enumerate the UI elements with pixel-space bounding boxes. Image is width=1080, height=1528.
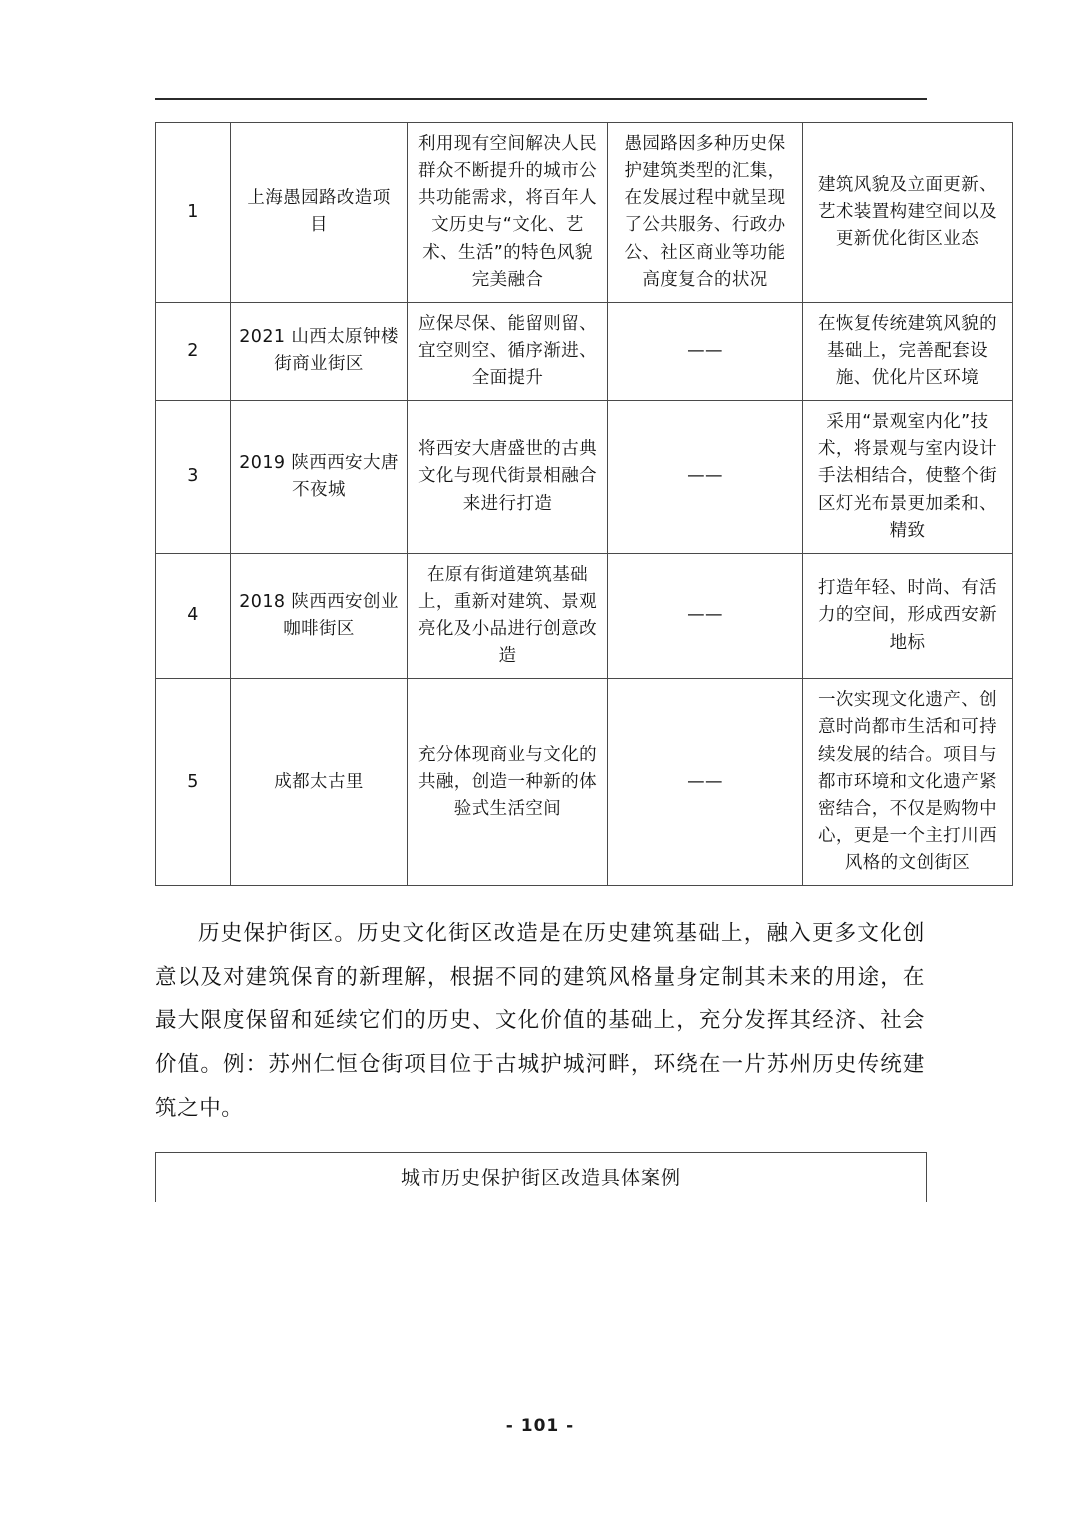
body-paragraph: 历史保护街区。历史文化街区改造是在历史建筑基础上，融入更多文化创意以及对建筑保育的新理解，根据不同的建筑风格量身定制其未来的用途，在最大限度保留和延续它们的历史、文化价值的基础上，充分发挥其经济、社会价值。例：苏州仁恒仓街项目位于古城护城河畔，环绕在一片苏州历史传统建筑之中。 <box>155 921 925 1121</box>
project-background: 愚园路因多种历史保护建筑类型的汇集，在发展过程中就呈现了公共服务、行政办公、社区商业等功能高度复合的状况 <box>608 123 803 303</box>
project-name: 上海愚园路改造项目 <box>231 123 408 303</box>
project-name: 成都太古里 <box>231 679 408 886</box>
project-measures: 打造年轻、时尚、有活力的空间，形成西安新地标 <box>803 553 1013 679</box>
row-number: 4 <box>156 553 231 679</box>
project-measures: 采用“景观室内化”技术，将景观与室内设计手法相结合，使整个街区灯光布景更加柔和、精致 <box>803 401 1013 554</box>
project-background: —— <box>608 679 803 886</box>
case-table <box>155 122 1013 886</box>
project-name: 2021 山西太原钟楼街商业街区 <box>231 302 408 400</box>
row-number: 3 <box>156 401 231 554</box>
table-row <box>156 553 1013 679</box>
project-background: —— <box>608 401 803 554</box>
project-concept: 在原有街道建筑基础上，重新对建筑、景观亮化及小品进行创意改造 <box>408 553 608 679</box>
row-number: 2 <box>156 302 231 400</box>
project-concept: 利用现有空间解决人民群众不断提升的城市公共功能需求，将百年人文历史与“文化、艺术、生活”的特色风貌完美融合 <box>408 123 608 303</box>
project-measures: 建筑风貌及立面更新、艺术装置构建空间以及更新优化街区业态 <box>803 123 1013 303</box>
project-name: 2018 陕西西安创业咖啡街区 <box>231 553 408 679</box>
project-background: —— <box>608 302 803 400</box>
table-row <box>156 302 1013 400</box>
table-caption: 城市历史保护街区改造具体案例 <box>155 1152 927 1202</box>
project-concept: 将西安大唐盛世的古典文化与现代街景相融合来进行打造 <box>408 401 608 554</box>
project-concept: 应保尽保、能留则留、宜空则空、循序渐进、全面提升 <box>408 302 608 400</box>
table-row <box>156 401 1013 554</box>
row-number: 5 <box>156 679 231 886</box>
project-concept: 充分体现商业与文化的共融，创造一种新的体验式生活空间 <box>408 679 608 886</box>
header-rule <box>155 98 927 100</box>
project-name: 2019 陕西西安大唐不夜城 <box>231 401 408 554</box>
table-row <box>156 123 1013 303</box>
page-number: - 101 - <box>505 1416 575 1436</box>
case-table-body <box>156 123 1013 886</box>
project-background: —— <box>608 553 803 679</box>
project-measures: 一次实现文化遗产、创意时尚都市生活和可持续发展的结合。项目与都市环境和文化遗产紧密结合，不仅是购物中心，更是一个主打川西风格的文创街区 <box>803 679 1013 886</box>
page-content <box>155 0 997 1202</box>
project-measures: 在恢复传统建筑风貌的基础上，完善配套设施、优化片区环境 <box>803 302 1013 400</box>
table-row <box>156 679 1013 886</box>
row-number: 1 <box>156 123 231 303</box>
